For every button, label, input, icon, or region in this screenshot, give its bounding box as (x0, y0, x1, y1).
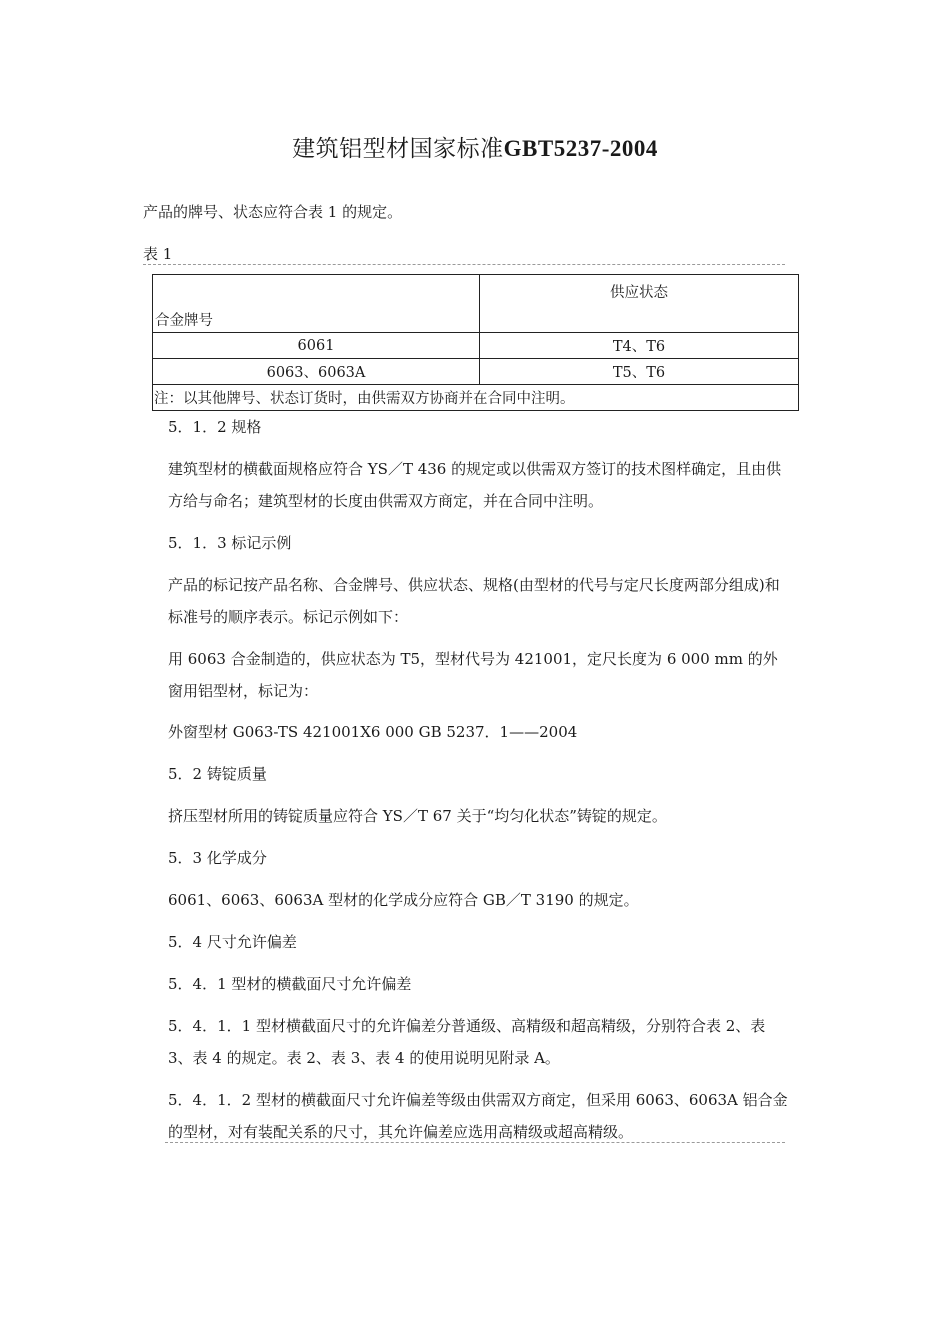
paragraph-example: 用 6063 合金制造的，供应状态为 T5，型材代号为 421001，定尺长度为 6 000 mm 的外窗用铝型材，标记为： (168, 650, 778, 700)
paragraph-spec: 建筑型材的横截面规格应符合 YS／T 436 的规定或以供需双方签订的技术图样确定，且由供方给与命名；建筑型材的长度由供需双方商定，并在合同中注明。 (168, 460, 782, 510)
intro-text: 产品的牌号、状态应符合表 1 的规定。 (143, 203, 403, 221)
table-label: 表 1 (143, 245, 173, 263)
header-supply-temper: 供应状态 (480, 275, 799, 333)
table-header-row (153, 275, 799, 333)
section-heading-5-4-1: 5．4．1 型材的横截面尺寸允许偏差 (168, 975, 412, 993)
section-heading-5-4: 5．4 尺寸允许偏差 (168, 933, 297, 951)
table-cell: T5、T6 (480, 359, 799, 385)
title-chinese: 建筑铝型材国家标准 (292, 136, 504, 162)
header-alloy-grade: 合金牌号 (153, 275, 480, 333)
document-title (0, 130, 950, 163)
paragraph-marking: 产品的标记按产品名称、合金牌号、供应状态、规格(由型材的代号与定尺长度两部分组成)和标准号的顺序表示。标记示例如下： (168, 576, 780, 626)
section-heading-5-1-2: 5．1．2 规格 (168, 418, 262, 436)
paragraph-5-4-1-1: 5．4．1．1 型材横截面尺寸的允许偏差分普通级、高精级和超高精级，分别符合表 2、表 3、表 4 的规定。表 2、表 3、表 4 的使用说明见附录 A。 (168, 1017, 766, 1067)
table-cell: 6063、6063A (153, 359, 480, 385)
paragraph-5-4-1-2: 5．4．1．2 型材的横截面尺寸允许偏差等级由供需双方商定，但采用 6063、6063A 铝合金的型材，对有装配关系的尺寸，其允许偏差应选用高精级或超高精级。 (168, 1091, 788, 1141)
section-heading-5-3: 5．3 化学成分 (168, 849, 267, 867)
paragraph-chemistry: 6061、6063、6063A 型材的化学成分应符合 GB／T 3190 的规定。 (168, 891, 639, 909)
table-cell: T4、T6 (480, 333, 799, 359)
bottom-dashed-divider (165, 1142, 785, 1143)
section-heading-5-1-3: 5．1．3 标记示例 (168, 534, 292, 552)
table-note-row (153, 385, 799, 411)
table-note: 注：以其他牌号、状态订货时，由供需双方协商并在合同中注明。 (153, 385, 799, 411)
title-standard-code: GBT5237-2004 (503, 136, 658, 161)
table-row (153, 359, 799, 385)
top-dashed-divider (143, 264, 785, 265)
paragraph-marking-example: 外窗型材 G063-TS 421001X6 000 GB 5237．1——2004 (168, 723, 578, 741)
paragraph-ingot: 挤压型材所用的铸锭质量应符合 YS／T 67 关于“均匀化状态”铸锭的规定。 (168, 807, 667, 825)
alloy-temper-table (152, 274, 799, 411)
table-cell: 6061 (153, 333, 480, 359)
section-heading-5-2: 5．2 铸锭质量 (168, 765, 267, 783)
table-row (153, 333, 799, 359)
